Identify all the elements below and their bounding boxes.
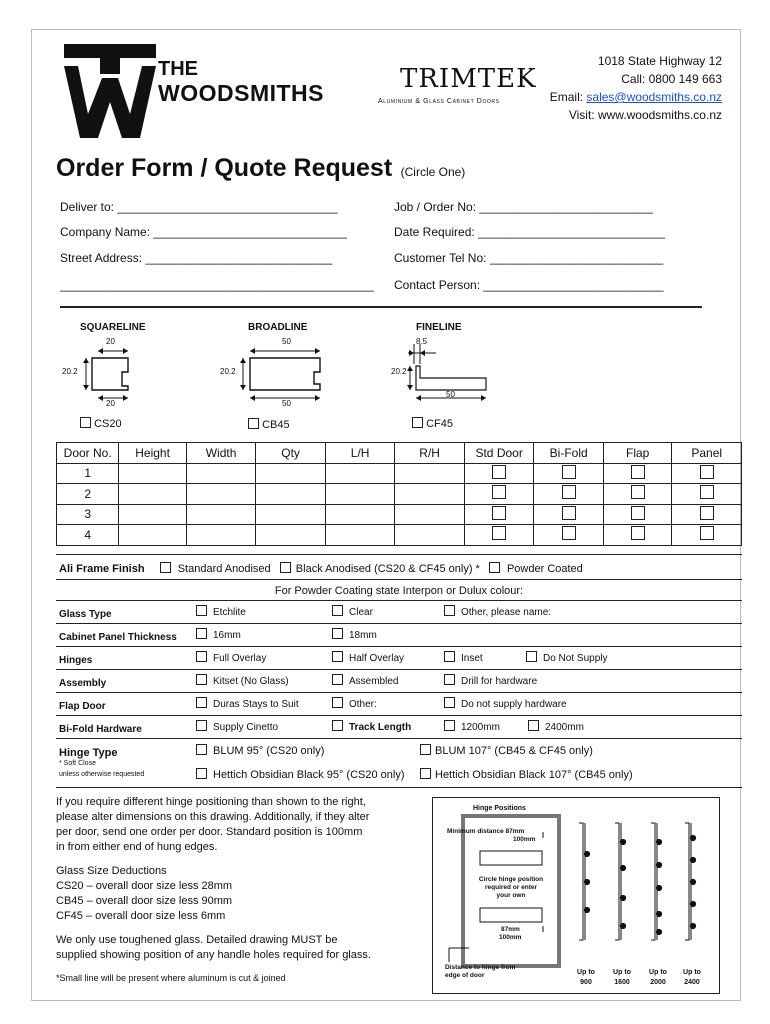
col-height: Height bbox=[119, 443, 186, 464]
blum-107-label: BLUM 107° (CB45 & CF45 only) bbox=[435, 745, 593, 757]
small-line-note: *Small line will be present where aluminum is cut & joined bbox=[56, 973, 286, 983]
16mm-checkbox[interactable] bbox=[196, 628, 207, 639]
col-panel: Panel bbox=[672, 443, 742, 464]
circle-hinge-line: your own bbox=[496, 892, 526, 899]
standard-anodised-checkbox[interactable] bbox=[160, 562, 171, 573]
powder-coated-checkbox[interactable] bbox=[489, 562, 500, 573]
notes-block bbox=[56, 795, 371, 986]
bi-fold-checkbox[interactable] bbox=[562, 485, 576, 499]
flap-checkbox[interactable] bbox=[631, 465, 645, 479]
ali-frame-row bbox=[59, 562, 583, 575]
1200mm-checkbox[interactable] bbox=[444, 720, 455, 731]
supply-cinetto-option bbox=[196, 720, 278, 733]
up-to-text: Up to bbox=[649, 969, 667, 976]
clear-checkbox[interactable] bbox=[332, 605, 343, 616]
fineline-dim-bottom: 50 bbox=[446, 390, 455, 399]
std-door-checkbox[interactable] bbox=[492, 485, 506, 499]
black-anodised-checkbox[interactable] bbox=[280, 562, 291, 573]
no-hardware-label: Do not supply hardware bbox=[461, 699, 567, 710]
bi-fold-checkbox[interactable] bbox=[562, 506, 576, 520]
profile-option-cf45 bbox=[412, 417, 453, 430]
flap-cell bbox=[603, 463, 672, 484]
bi-fold-cell bbox=[534, 484, 604, 505]
std-door-cell bbox=[464, 504, 534, 525]
flap-cell bbox=[603, 525, 672, 546]
rh-cell[interactable] bbox=[395, 525, 465, 546]
edge-distance-note bbox=[445, 964, 515, 980]
other-flap-label: Other: bbox=[349, 699, 377, 710]
broadline-dim-side: 20.2 bbox=[220, 367, 236, 376]
assembly-row bbox=[56, 670, 742, 693]
qty-cell[interactable] bbox=[256, 484, 326, 505]
squareline-dim-bottom: 20 bbox=[106, 399, 115, 408]
etchlite-checkbox[interactable] bbox=[196, 605, 207, 616]
2400mm-checkbox[interactable] bbox=[528, 720, 539, 731]
inset-checkbox[interactable] bbox=[444, 651, 455, 662]
half-overlay-label: Half Overlay bbox=[349, 653, 405, 664]
table-row bbox=[57, 484, 742, 505]
other-flap-checkbox[interactable] bbox=[332, 697, 343, 708]
hettich-107-option bbox=[420, 768, 633, 781]
blum-95-checkbox[interactable] bbox=[196, 744, 207, 755]
fineline-dim-top: 8.5 bbox=[416, 337, 428, 346]
circle-hinge-note bbox=[471, 876, 551, 900]
size-text: 2000 bbox=[650, 979, 666, 986]
profile-option-cs20 bbox=[80, 417, 122, 430]
bifold-hardware-row bbox=[56, 716, 742, 739]
flap-checkbox[interactable] bbox=[631, 485, 645, 499]
size-text: 1600 bbox=[614, 979, 630, 986]
2400mm-label: 2400mm bbox=[545, 722, 584, 733]
glass-type-label: Glass Type bbox=[59, 609, 112, 620]
bi-fold-cell bbox=[534, 463, 604, 484]
supply-cinetto-checkbox[interactable] bbox=[196, 720, 207, 731]
blum-95-option bbox=[196, 744, 324, 757]
address-text: 1018 State Highway 12 bbox=[597, 54, 722, 68]
flap-cell bbox=[603, 484, 672, 505]
panel-checkbox[interactable] bbox=[700, 526, 714, 540]
col-lh: L/H bbox=[325, 443, 395, 464]
customer-tel-field[interactable]: Customer Tel No: __________________________ bbox=[394, 251, 664, 265]
company-field[interactable]: Company Name: _____________________________ bbox=[60, 225, 347, 239]
job-order-field[interactable]: Job / Order No: __________________________ bbox=[394, 200, 653, 214]
assembled-option bbox=[332, 674, 398, 687]
col-std-door: Std Door bbox=[464, 443, 534, 464]
height-cell[interactable] bbox=[119, 463, 186, 484]
col-width: Width bbox=[186, 443, 256, 464]
lh-cell[interactable] bbox=[325, 463, 395, 484]
inset-label: Inset bbox=[461, 653, 483, 664]
size-label-900 bbox=[571, 968, 601, 988]
squareline-dim-top: 20 bbox=[106, 337, 115, 346]
table-row bbox=[57, 463, 742, 484]
no-hardware-option bbox=[444, 697, 567, 710]
order-form-page bbox=[31, 29, 741, 1001]
size-text: 900 bbox=[580, 979, 592, 986]
fineline-dim-side: 20.2 bbox=[391, 367, 407, 376]
std-door-checkbox[interactable] bbox=[492, 526, 506, 540]
clear-label: Clear bbox=[349, 607, 373, 618]
drill-checkbox[interactable] bbox=[444, 674, 455, 685]
hinges-label: Hinges bbox=[59, 655, 93, 666]
divider bbox=[56, 579, 742, 580]
bifold-hardware-label: Bi-Fold Hardware bbox=[59, 724, 142, 735]
date-required-field[interactable]: Date Required: ____________________________ bbox=[394, 225, 665, 239]
call-text: Call: 0800 149 663 bbox=[621, 72, 722, 86]
std-door-checkbox[interactable] bbox=[492, 465, 506, 479]
hettich-107-label: Hettich Obsidian Black 107° (CB45 only) bbox=[435, 769, 633, 781]
assembled-checkbox[interactable] bbox=[332, 674, 343, 685]
blum-107-option bbox=[420, 744, 593, 757]
door-number: 3 bbox=[57, 504, 119, 525]
lh-cell[interactable] bbox=[325, 484, 395, 505]
size-text: 2400 bbox=[684, 979, 700, 986]
flap-cell bbox=[603, 504, 672, 525]
hettich-107-checkbox[interactable] bbox=[420, 768, 431, 779]
std-door-cell bbox=[464, 484, 534, 505]
height-cell[interactable] bbox=[119, 504, 186, 525]
email-link[interactable]: sales@woodsmiths.co.nz bbox=[586, 90, 722, 104]
glass-deductions-title: Glass Size Deductions bbox=[56, 865, 167, 877]
panel-cell bbox=[672, 525, 742, 546]
panel-checkbox[interactable] bbox=[700, 506, 714, 520]
half-overlay-option bbox=[332, 651, 404, 664]
other-flap-option bbox=[332, 697, 377, 710]
qty-cell[interactable] bbox=[256, 504, 326, 525]
rh-cell[interactable] bbox=[395, 504, 465, 525]
note-line: supplied showing position of any handle holes required for glass. bbox=[56, 949, 371, 961]
panel-checkbox[interactable] bbox=[700, 485, 714, 499]
blum-95-label: BLUM 95° (CS20 only) bbox=[213, 745, 325, 757]
contact-block bbox=[550, 52, 722, 124]
address-line-2-field[interactable]: _______________________________________________ bbox=[60, 278, 374, 292]
panel-cell bbox=[672, 463, 742, 484]
cf45-label: CF45 bbox=[426, 418, 453, 430]
note-line: We only use toughened glass. Detailed drawing MUST be bbox=[56, 934, 338, 946]
deduction-line: CF45 – overall door size less 6mm bbox=[56, 910, 226, 922]
title-block bbox=[56, 154, 465, 183]
18mm-label: 18mm bbox=[349, 630, 377, 641]
bi-fold-checkbox[interactable] bbox=[562, 465, 576, 479]
cb45-label: CB45 bbox=[262, 419, 290, 431]
16mm-option bbox=[196, 628, 241, 641]
note-line: per door, send one order per door. Standard position is 100mm bbox=[56, 826, 363, 838]
blum-107-checkbox[interactable] bbox=[420, 744, 431, 755]
do-not-supply-option bbox=[526, 651, 607, 664]
col-flap: Flap bbox=[603, 443, 672, 464]
trimtek-logo: TRIMTEK bbox=[400, 64, 537, 94]
powder-coating-note: For Powder Coating state Interpon or Dulux colour: bbox=[274, 585, 524, 597]
ali-frame-label: Ali Frame Finish bbox=[59, 563, 145, 575]
up-to-text: Up to bbox=[577, 969, 595, 976]
page-title: Order Form / Quote Request bbox=[56, 154, 393, 182]
cb45-checkbox[interactable] bbox=[248, 418, 259, 429]
dist-87-label: 87mm bbox=[501, 926, 520, 933]
other-glass-option bbox=[444, 605, 551, 618]
profile-name-fineline: FINELINE bbox=[416, 322, 462, 333]
divider bbox=[56, 787, 742, 788]
drill-option bbox=[444, 674, 537, 687]
up-to-text: Up to bbox=[613, 969, 631, 976]
18mm-checkbox[interactable] bbox=[332, 628, 343, 639]
half-overlay-checkbox[interactable] bbox=[332, 651, 343, 662]
other-glass-label: Other, please name: bbox=[461, 607, 552, 618]
duras-stays-option bbox=[196, 697, 299, 710]
flap-door-row bbox=[56, 693, 742, 716]
logo-text-the: THE bbox=[158, 58, 198, 80]
track-length-option bbox=[332, 720, 411, 733]
clear-option bbox=[332, 605, 373, 618]
drill-label: Drill for hardware bbox=[461, 676, 538, 687]
kitset-option bbox=[196, 674, 289, 687]
deduction-line: CB45 – overall door size less 90mm bbox=[56, 895, 233, 907]
no-hardware-checkbox[interactable] bbox=[444, 697, 455, 708]
col-rh: R/H bbox=[395, 443, 465, 464]
circle-hinge-line: Circle hinge position bbox=[478, 876, 544, 883]
profile-name-squareline: SQUARELINE bbox=[80, 322, 146, 333]
visit-text: Visit: www.woodsmiths.co.nz bbox=[568, 108, 722, 122]
track-length-checkbox[interactable] bbox=[332, 720, 343, 731]
divider bbox=[60, 306, 702, 308]
col-qty: Qty bbox=[256, 443, 326, 464]
std-door-cell bbox=[464, 463, 534, 484]
divider bbox=[56, 554, 742, 555]
bi-fold-cell bbox=[534, 525, 604, 546]
width-cell[interactable] bbox=[186, 504, 256, 525]
kitset-label: Kitset (No Glass) bbox=[213, 676, 289, 687]
deliver-to-field[interactable]: Deliver to: _________________________________ bbox=[60, 200, 338, 214]
profile-option-cb45 bbox=[248, 418, 290, 431]
flap-checkbox[interactable] bbox=[631, 526, 645, 540]
hettich-95-checkbox[interactable] bbox=[196, 768, 207, 779]
woodsmiths-logo-icon bbox=[64, 44, 156, 138]
email-line bbox=[550, 88, 722, 106]
std-door-cell bbox=[464, 525, 534, 546]
edge-distance-line: edge of door bbox=[445, 972, 485, 979]
door-table bbox=[56, 442, 742, 546]
panel-thickness-row bbox=[56, 624, 742, 647]
bi-fold-checkbox[interactable] bbox=[562, 526, 576, 540]
note-line: in from either end of hung edges. bbox=[56, 841, 218, 853]
height-cell[interactable] bbox=[119, 484, 186, 505]
do-not-supply-label: Do Not Supply bbox=[543, 653, 608, 664]
dist-100-label: 100mm bbox=[499, 934, 522, 941]
profile-name-broadline: BROADLINE bbox=[248, 322, 308, 333]
hinges-row bbox=[56, 647, 742, 670]
email-label: Email: bbox=[549, 90, 587, 104]
cs20-label: CS20 bbox=[94, 418, 122, 430]
hinge-diagram-title: Hinge Positions bbox=[473, 805, 526, 812]
full-overlay-option bbox=[196, 651, 266, 664]
panel-cell bbox=[672, 504, 742, 525]
title-note: (Circle One) bbox=[400, 165, 466, 179]
standard-anodised-label: Standard Anodised bbox=[177, 563, 271, 575]
full-overlay-checkbox[interactable] bbox=[196, 651, 207, 662]
circle-hinge-line: required or enter bbox=[484, 884, 537, 891]
flap-door-label: Flap Door bbox=[59, 701, 106, 712]
bi-fold-cell bbox=[534, 504, 604, 525]
rh-cell[interactable] bbox=[395, 463, 465, 484]
supply-cinetto-label: Supply Cinetto bbox=[213, 722, 279, 733]
unless-requested-note: unless otherwise requested bbox=[59, 771, 145, 778]
broadline-dim-top: 50 bbox=[282, 337, 291, 346]
width-cell[interactable] bbox=[186, 484, 256, 505]
hinge-type-label: Hinge Type bbox=[59, 747, 118, 759]
logo-text-woodsmiths: WOODSMITHS bbox=[158, 80, 324, 106]
note-line: please alter dimensions on this drawing. Additionally, if they alter bbox=[56, 811, 370, 823]
panel-cell bbox=[672, 484, 742, 505]
squareline-dim-side: 20.2 bbox=[62, 367, 78, 376]
trimtek-tagline: Aluminium & Glass Cabinet Doors bbox=[378, 98, 500, 105]
lh-cell[interactable] bbox=[325, 525, 395, 546]
size-label-1600 bbox=[607, 968, 637, 988]
duras-stays-checkbox[interactable] bbox=[196, 697, 207, 708]
qty-cell[interactable] bbox=[256, 525, 326, 546]
edge-distance-line: Distance to hinge from bbox=[445, 964, 516, 971]
door-number: 4 bbox=[57, 525, 119, 546]
contact-person-field[interactable]: Contact Person: ___________________________ bbox=[394, 278, 664, 292]
track-length-label: Track Length bbox=[349, 722, 412, 733]
rh-cell[interactable] bbox=[395, 484, 465, 505]
etchlite-label: Etchlite bbox=[213, 607, 246, 618]
width-cell[interactable] bbox=[186, 463, 256, 484]
note-line: If you require different hinge positioning than shown to the right, bbox=[56, 796, 366, 808]
door-number: 1 bbox=[57, 463, 119, 484]
table-row bbox=[57, 504, 742, 525]
cf45-checkbox[interactable] bbox=[412, 417, 423, 428]
black-anodised-label: Black Anodised (CS20 & CF45 only) * bbox=[295, 563, 480, 575]
size-label-2000 bbox=[643, 968, 673, 988]
cs20-checkbox[interactable] bbox=[80, 417, 91, 428]
door-number: 2 bbox=[57, 484, 119, 505]
other-glass-checkbox[interactable] bbox=[444, 605, 455, 616]
soft-close-note: * Soft Close bbox=[59, 760, 96, 767]
do-not-supply-checkbox[interactable] bbox=[526, 651, 537, 662]
16mm-label: 16mm bbox=[213, 630, 241, 641]
duras-stays-label: Duras Stays to Suit bbox=[213, 699, 299, 710]
2400mm-option bbox=[528, 720, 584, 733]
height-cell[interactable] bbox=[119, 525, 186, 546]
min-distance-2-label: 100mm bbox=[513, 836, 536, 843]
std-door-checkbox[interactable] bbox=[492, 506, 506, 520]
min-distance-label: Minimum distance 87mm bbox=[447, 828, 525, 835]
col-bi-fold: Bi-Fold bbox=[534, 443, 604, 464]
etchlite-option bbox=[196, 605, 246, 618]
deduction-line: CS20 – overall door size less 28mm bbox=[56, 880, 233, 892]
hettich-95-label: Hettich Obsidian Black 95° (CS20 only) bbox=[213, 769, 405, 781]
flap-checkbox[interactable] bbox=[631, 506, 645, 520]
table-row bbox=[57, 525, 742, 546]
assembly-label: Assembly bbox=[59, 678, 107, 689]
hettich-95-option bbox=[196, 768, 405, 781]
assembled-label: Assembled bbox=[349, 676, 399, 687]
1200mm-option bbox=[444, 720, 500, 733]
hinge-positions-diagram bbox=[432, 797, 720, 994]
broadline-dim-bottom: 50 bbox=[282, 399, 291, 408]
kitset-checkbox[interactable] bbox=[196, 674, 207, 685]
inset-option bbox=[444, 651, 483, 664]
street-address-field[interactable]: Street Address: ____________________________ bbox=[60, 251, 333, 265]
1200mm-label: 1200mm bbox=[461, 722, 500, 733]
full-overlay-label: Full Overlay bbox=[213, 653, 267, 664]
panel-thickness-label: Cabinet Panel Thickness bbox=[59, 632, 177, 643]
size-label-2400 bbox=[677, 968, 707, 988]
powder-coated-label: Powder Coated bbox=[506, 563, 583, 575]
table-header-row bbox=[57, 443, 742, 464]
panel-checkbox[interactable] bbox=[700, 465, 714, 479]
qty-cell[interactable] bbox=[256, 463, 326, 484]
col-door-no: Door No. bbox=[57, 443, 119, 464]
width-cell[interactable] bbox=[186, 525, 256, 546]
glass-type-row bbox=[56, 601, 742, 624]
lh-cell[interactable] bbox=[325, 504, 395, 525]
18mm-option bbox=[332, 628, 377, 641]
up-to-text: Up to bbox=[683, 969, 701, 976]
